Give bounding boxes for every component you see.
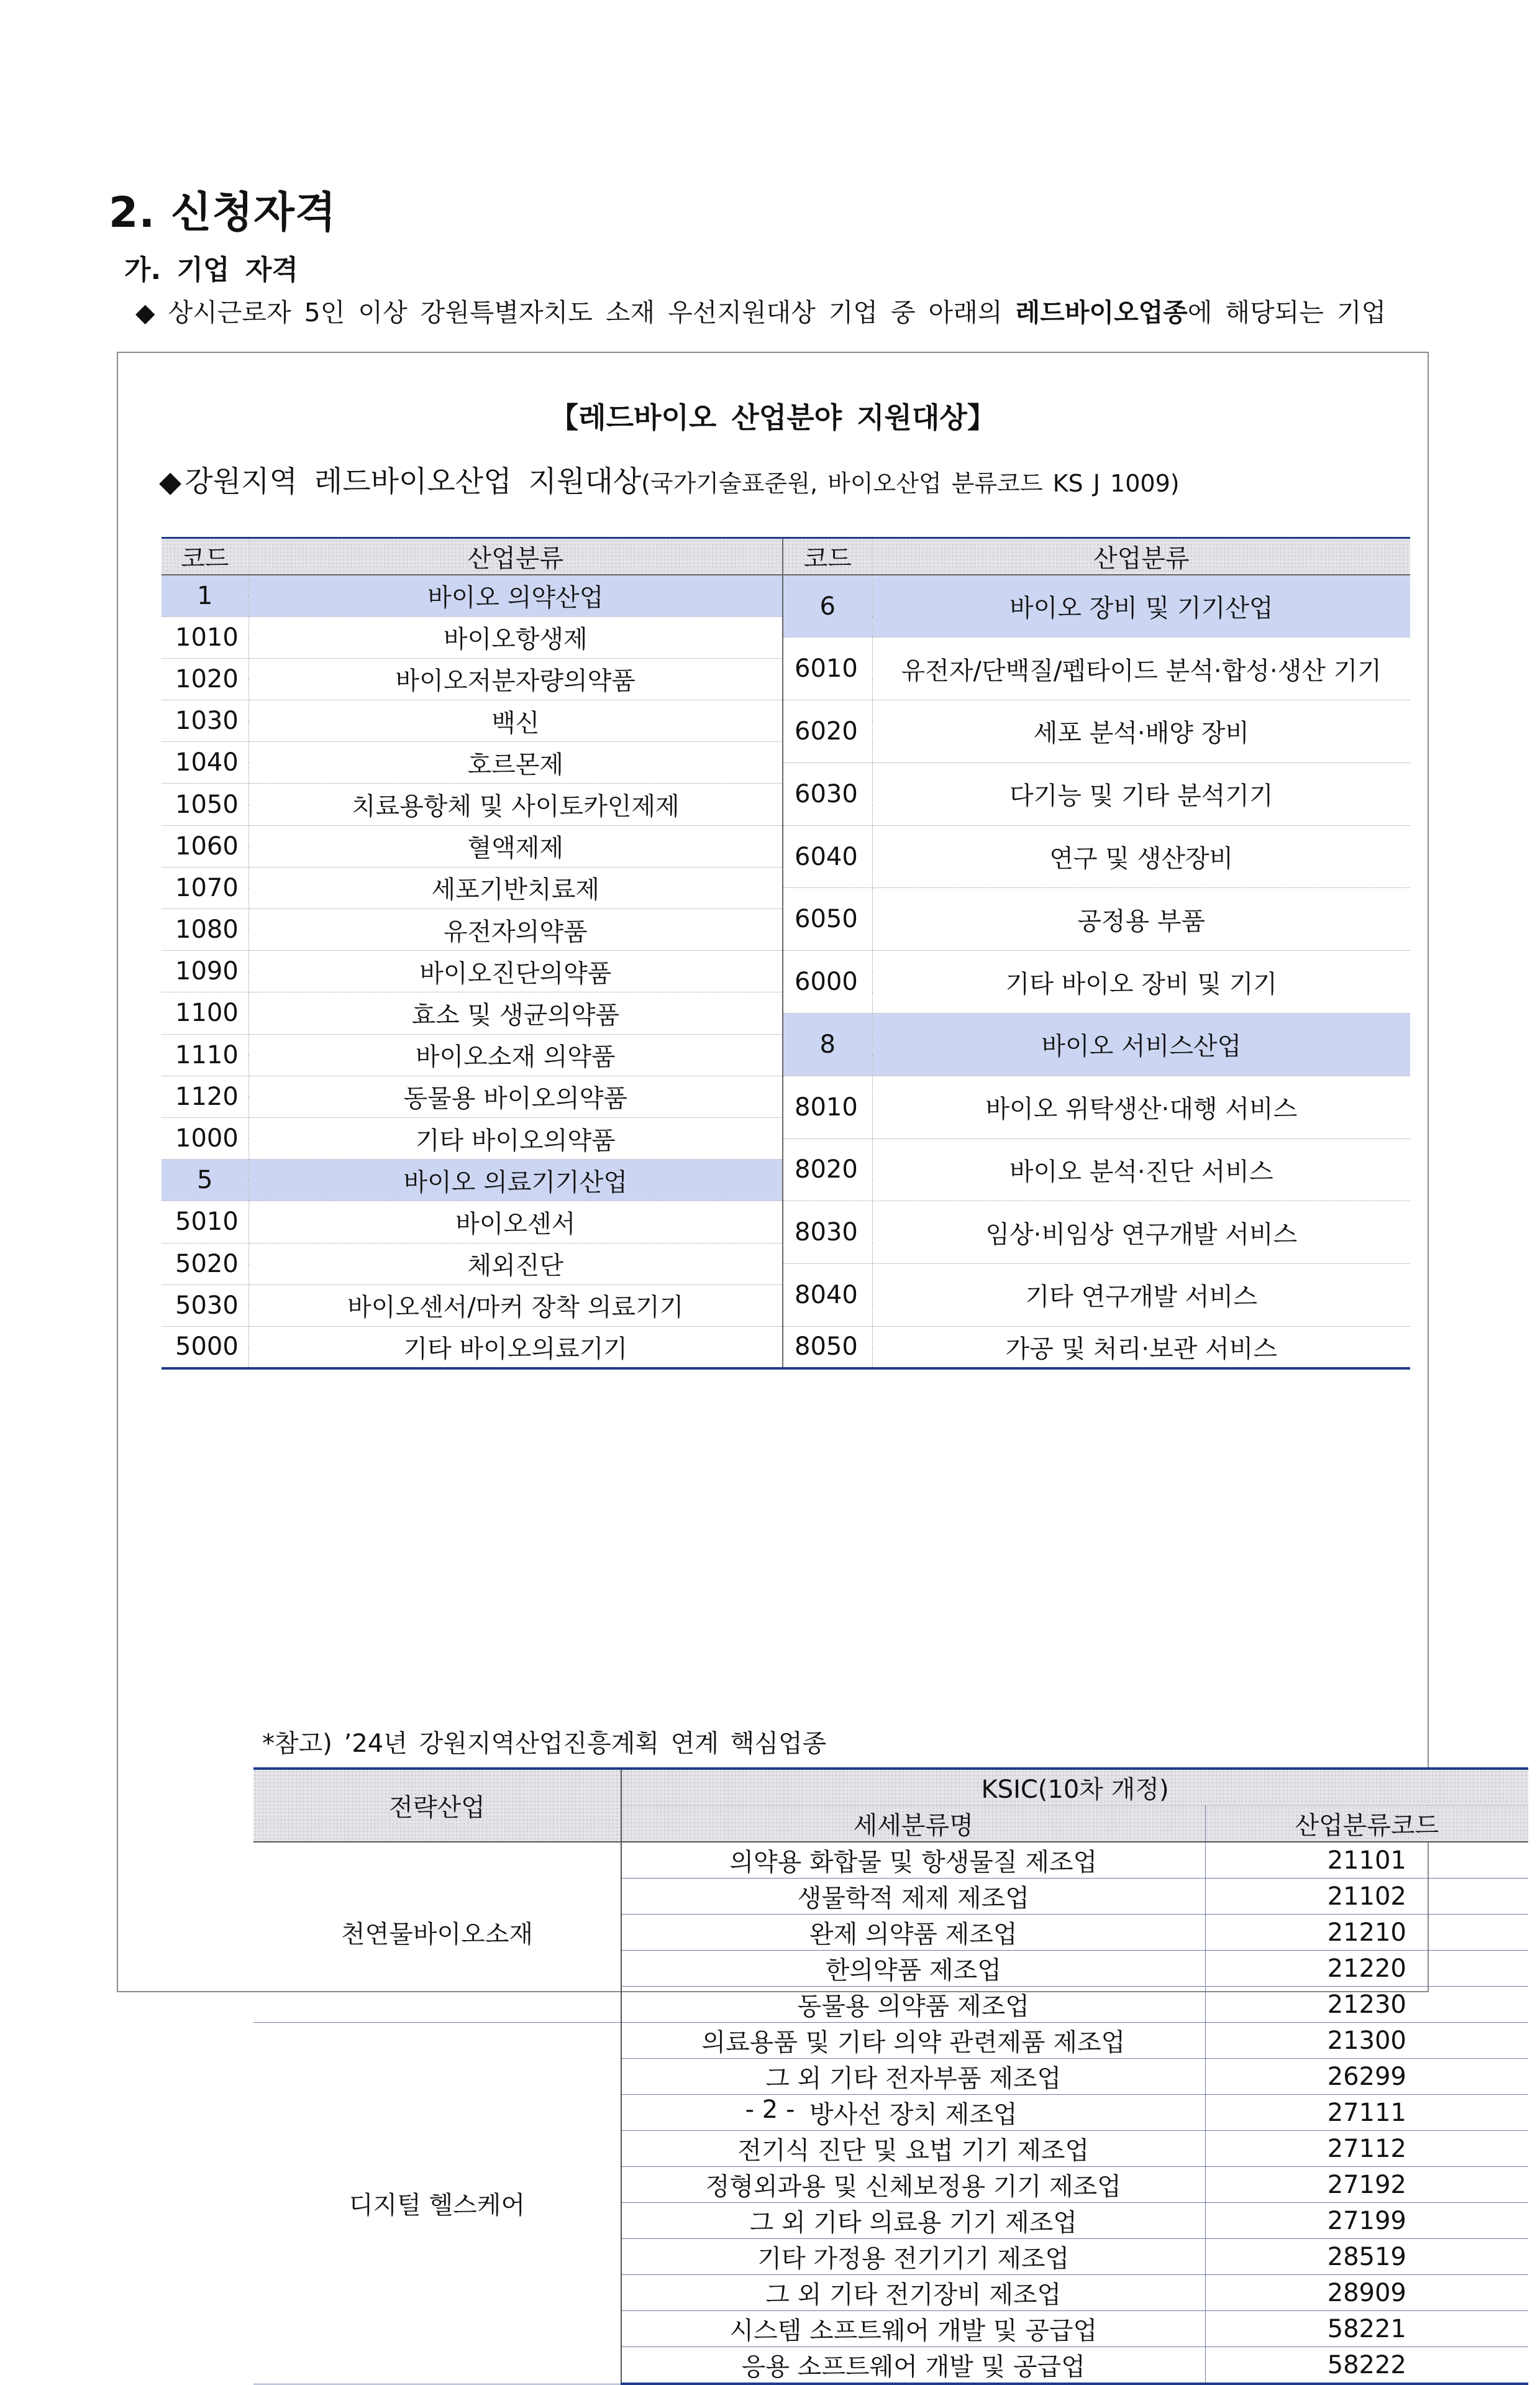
- item-name: 유전자/단백질/펩타이드 분석·합성·생산 기기: [872, 638, 1410, 700]
- industry-code: 27111: [1205, 2095, 1528, 2131]
- table-row: [253, 1842, 1528, 1879]
- detail-name: 동물용 의약품 제조업: [621, 1987, 1205, 2023]
- item-code: 6050: [783, 888, 872, 951]
- detail-name: 의료용품 및 기타 의약 관련제품 제조업: [621, 2023, 1205, 2059]
- item-code: 1100: [162, 992, 248, 1034]
- item-code: 8010: [783, 1076, 872, 1138]
- detail-name: 방사선 장치 제조업: [621, 2095, 1205, 2131]
- item-code: 6020: [783, 700, 872, 763]
- item-name: 혈액제제: [248, 825, 783, 867]
- industry-code: 27192: [1205, 2167, 1528, 2203]
- item-name: 기타 바이오 장비 및 기기: [872, 951, 1410, 1014]
- header-code: 코드: [783, 538, 872, 575]
- eligibility-line: [135, 292, 1386, 329]
- item-code: 6010: [783, 638, 872, 700]
- category-name: 바이오 의약산업: [248, 575, 783, 616]
- category-name: 바이오 장비 및 기기산업: [872, 575, 1410, 638]
- item-name: 가공 및 처리·보관 서비스: [872, 1326, 1410, 1368]
- item-name: 바이오소재 의약품: [248, 1034, 783, 1076]
- table-row: [253, 2023, 1528, 2059]
- item-code: 1000: [162, 1117, 248, 1159]
- category-code: 1: [162, 575, 248, 616]
- item-code: 6040: [783, 825, 872, 888]
- detail-name: 그 외 기타 전자부품 제조업: [621, 2059, 1205, 2095]
- industry-code: 21210: [1205, 1915, 1528, 1951]
- item-name: 바이오저분자량의약품: [248, 658, 783, 700]
- industry-code: 58222: [1205, 2347, 1528, 2384]
- item-name: 백신: [248, 700, 783, 742]
- item-name: 세포 분석·배양 장비: [872, 700, 1410, 763]
- item-code: 5030: [162, 1284, 248, 1326]
- category-name: 바이오 의료기기산업: [248, 1160, 783, 1201]
- industry-code: 27199: [1205, 2203, 1528, 2239]
- detail-name: 의약용 화합물 및 항생물질 제조업: [621, 1842, 1205, 1879]
- category-code: 6: [783, 575, 872, 638]
- header-category: 산업분류: [872, 538, 1410, 575]
- item-name: 바이오진단의약품: [248, 951, 783, 992]
- item-code: 8020: [783, 1138, 872, 1201]
- item-code: 5010: [162, 1201, 248, 1243]
- industry-code: 21102: [1205, 1879, 1528, 1915]
- item-code: 1070: [162, 867, 248, 909]
- item-name: 바이오센서: [248, 1201, 783, 1243]
- detail-name: 전기식 진단 및 요법 기기 제조업: [621, 2131, 1205, 2167]
- item-name: 동물용 바이오의약품: [248, 1076, 783, 1117]
- item-code: 1110: [162, 1034, 248, 1076]
- industry-code: 21300: [1205, 2023, 1528, 2059]
- item-name: 임상·비임상 연구개발 서비스: [872, 1201, 1410, 1264]
- eligibility-suffix: 에 해당되는 기업: [1187, 298, 1387, 327]
- item-name: 공정용 부품: [872, 888, 1410, 951]
- item-code: 6030: [783, 762, 872, 825]
- detail-name: 그 외 기타 의료용 기기 제조업: [621, 2203, 1205, 2239]
- strategic-industry: 천연물바이오소재: [253, 1842, 621, 2023]
- category-code: 8: [783, 1013, 872, 1076]
- item-code: 5020: [162, 1243, 248, 1284]
- header-category: 산업분류: [248, 538, 783, 575]
- item-code: 8040: [783, 1264, 872, 1327]
- box-title: 【레드바이오 산업분야 지원대상】: [550, 401, 996, 434]
- reference-note: *참고) ’24년 강원지역산업진흥계획 연계 핵심업종: [262, 1729, 827, 1758]
- item-code: 6000: [783, 951, 872, 1014]
- detail-name: 정형외과용 및 신체보정용 기기 제조업: [621, 2167, 1205, 2203]
- item-code: 1090: [162, 951, 248, 992]
- industry-code: 58221: [1205, 2311, 1528, 2347]
- section-title: 2. 신청자격: [109, 188, 337, 237]
- item-code: 1020: [162, 658, 248, 700]
- item-name: 바이오항생제: [248, 616, 783, 658]
- category-code: 5: [162, 1160, 248, 1201]
- bio-code-table: [162, 537, 1410, 1370]
- item-name: 바이오센서/마커 장착 의료기기: [248, 1284, 783, 1326]
- item-name: 호르몬제: [248, 742, 783, 784]
- detail-name: 그 외 기타 전기장비 제조업: [621, 2275, 1205, 2311]
- detail-name: 한의약품 제조업: [621, 1951, 1205, 1987]
- box-subtitle-note: (국가기술표준원, 바이오산업 분류코드 KS J 1009): [641, 470, 1180, 497]
- header-industry-code: 산업분류코드: [1205, 1806, 1528, 1843]
- item-code: 8030: [783, 1201, 872, 1264]
- item-name: 바이오 위탁생산·대행 서비스: [872, 1076, 1410, 1138]
- header-strategic-industry: 전략산업: [253, 1769, 621, 1842]
- diamond-bullet-icon: ◆: [159, 465, 182, 499]
- box-subtitle-main: 강원지역 레드바이오산업 지원대상: [185, 465, 642, 499]
- industry-code: 21220: [1205, 1951, 1528, 1987]
- detail-name: 응용 소프트웨어 개발 및 공급업: [621, 2347, 1205, 2384]
- page-number: - 2 -: [745, 2095, 795, 2124]
- item-code: 8050: [783, 1326, 872, 1368]
- item-code: 1080: [162, 909, 248, 951]
- header-ksic: KSIC(10차 개정): [621, 1769, 1528, 1806]
- detail-name: 시스템 소프트웨어 개발 및 공급업: [621, 2311, 1205, 2347]
- item-code: 1030: [162, 700, 248, 742]
- industry-code: 26299: [1205, 2059, 1528, 2095]
- item-name: 기타 바이오의약품: [248, 1117, 783, 1159]
- industry-code: 28519: [1205, 2239, 1528, 2275]
- item-name: 효소 및 생균의약품: [248, 992, 783, 1034]
- item-name: 유전자의약품: [248, 909, 783, 951]
- header-code: 코드: [162, 538, 248, 575]
- item-name: 세포기반치료제: [248, 867, 783, 909]
- detail-name: 기타 가정용 전기기기 제조업: [621, 2239, 1205, 2275]
- box-subtitle: [159, 459, 1180, 500]
- item-name: 기타 연구개발 서비스: [872, 1264, 1410, 1327]
- item-name: 체외진단: [248, 1243, 783, 1284]
- item-name: 기타 바이오의료기기: [248, 1326, 783, 1368]
- item-code: 1050: [162, 784, 248, 825]
- category-name: 바이오 서비스산업: [872, 1013, 1410, 1076]
- eligibility-highlight: 레드바이오업종: [1015, 298, 1188, 327]
- header-detail-name: 세세분류명: [621, 1806, 1205, 1843]
- detail-name: 생물학적 제제 제조업: [621, 1879, 1205, 1915]
- item-code: 1120: [162, 1076, 248, 1117]
- industry-code: 21230: [1205, 1987, 1528, 2023]
- subsection-title: 가. 기업 자격: [124, 254, 298, 286]
- item-name: 다기능 및 기타 분석기기: [872, 762, 1410, 825]
- item-code: 1040: [162, 742, 248, 784]
- item-code: 5000: [162, 1326, 248, 1368]
- support-target-box: [117, 352, 1439, 2381]
- strategic-industry: 디지털 헬스케어: [253, 2023, 621, 2384]
- item-name: 바이오 분석·진단 서비스: [872, 1138, 1410, 1201]
- eligibility-text: 상시근로자 5인 이상 강원특별자치도 소재 우선지원대상 기업 중 아래의: [168, 298, 1003, 327]
- item-code: 1060: [162, 825, 248, 867]
- industry-code: 21101: [1205, 1842, 1528, 1879]
- industry-code: 28909: [1205, 2275, 1528, 2311]
- ksic-table: [253, 1767, 1528, 2385]
- item-code: 1010: [162, 616, 248, 658]
- detail-name: 완제 의약품 제조업: [621, 1915, 1205, 1951]
- industry-code: 27112: [1205, 2131, 1528, 2167]
- item-name: 치료용항체 및 사이토카인제제: [248, 784, 783, 825]
- item-name: 연구 및 생산장비: [872, 825, 1410, 888]
- diamond-bullet-icon: ◆: [135, 298, 155, 327]
